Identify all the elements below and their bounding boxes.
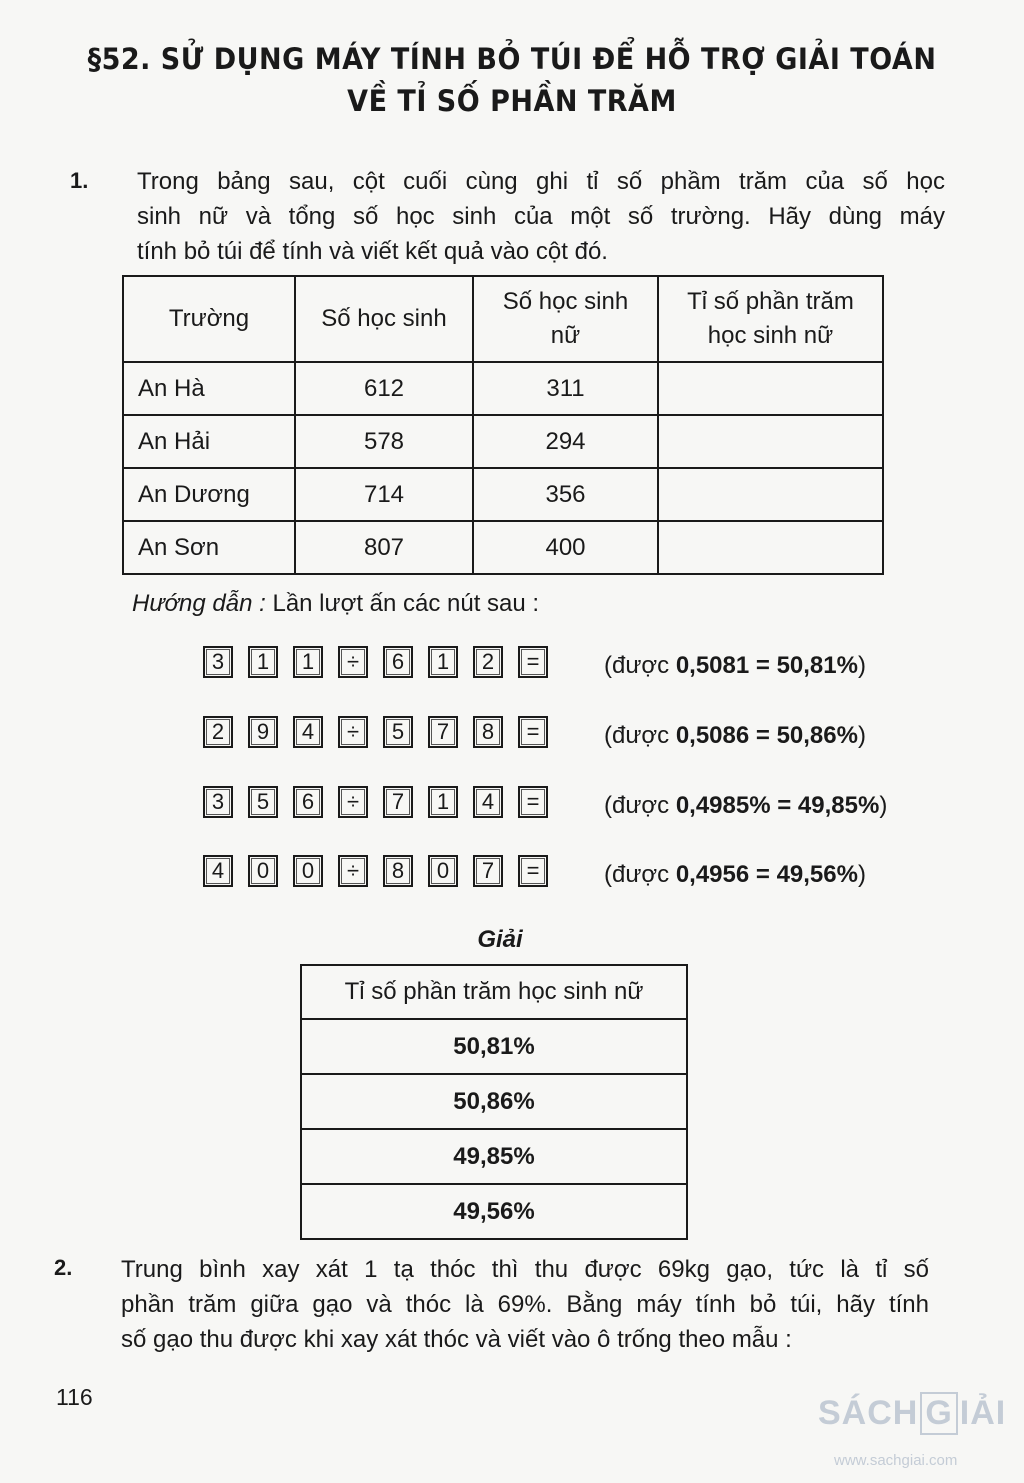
calculator-key	[518, 646, 548, 678]
school-total: 807	[295, 521, 473, 574]
table-row	[301, 1184, 687, 1239]
header-ratio-text: Tỉ số phần trăm	[687, 288, 854, 315]
table-row	[301, 1129, 687, 1184]
calculator-key-label: 0	[296, 858, 320, 884]
school-female: 356	[473, 468, 658, 521]
result-suffix: )	[857, 722, 866, 749]
school-name: An Dương	[123, 468, 295, 521]
header-school-text: Trường	[168, 305, 250, 332]
key-row-result	[604, 792, 887, 820]
section-title-line-1: §52. SỬ DỤNG MÁY TÍNH BỎ TÚI ĐỂ HỖ TRỢ GIẢI TOÁN	[87, 42, 937, 77]
calculator-key-label: 7	[386, 789, 410, 815]
result-value: 0,5081 = 50,81%	[675, 652, 858, 679]
calculator-key-label: =	[521, 858, 545, 884]
result-value: 0,5086 = 50,86%	[675, 722, 858, 749]
header-school	[123, 276, 295, 362]
calculator-key-row	[203, 716, 563, 748]
calculator-key	[518, 716, 548, 748]
watermark-url: www.sachgiai.com	[834, 1452, 958, 1469]
calculator-key-label: 9	[251, 719, 275, 745]
school-ratio	[658, 415, 883, 468]
calculator-key-label: 1	[431, 649, 455, 675]
table-row	[301, 1019, 687, 1074]
calculator-key-row	[203, 646, 563, 678]
calculator-key	[203, 646, 233, 678]
school-ratio	[658, 468, 883, 521]
school-total: 612	[295, 362, 473, 415]
section-title-line-2: VỀ TỈ SỐ PHẦN TRĂM	[347, 84, 677, 119]
problem-2-line: phần trăm giữa gạo và thóc là 69%. Bằng máy tính bỏ túi, hãy tính	[121, 1291, 929, 1318]
solution-value: 50,86%	[301, 1074, 687, 1129]
table-row	[123, 362, 883, 415]
calculator-key	[293, 646, 323, 678]
calculator-key-label: 5	[251, 789, 275, 815]
calculator-key-label: 6	[296, 789, 320, 815]
problem-2-line: Trung bình xay xát 1 tạ thóc thì thu được 69kg gạo, tức là tỉ số	[121, 1256, 929, 1283]
table-row	[123, 468, 883, 521]
guide-text	[132, 590, 539, 618]
calculator-key	[518, 855, 548, 887]
result-prefix: (được	[604, 861, 676, 888]
header-female-text: nữ	[550, 322, 581, 349]
page-number: 116	[56, 1384, 93, 1410]
problem-1-line: Trong bảng sau, cột cuối cùng ghi tỉ số phầm trăm của số học	[137, 168, 945, 195]
calculator-key	[338, 646, 368, 678]
calculator-key-label: =	[521, 719, 545, 745]
calculator-key-label: 4	[476, 789, 500, 815]
solution-value: 49,56%	[301, 1184, 687, 1239]
calculator-key	[293, 786, 323, 818]
calculator-key	[383, 855, 413, 887]
calculator-key	[338, 786, 368, 818]
school-female: 294	[473, 415, 658, 468]
calculator-key	[473, 646, 503, 678]
table-row	[301, 1074, 687, 1129]
guide-body: Lần lượt ấn các nút sau :	[265, 590, 540, 617]
problem-2-number: 2.	[54, 1255, 73, 1280]
header-female	[473, 276, 658, 362]
calculator-key-label: ÷	[341, 719, 365, 745]
solution-table	[300, 964, 688, 1240]
solution-value: 49,85%	[301, 1129, 687, 1184]
calculator-key	[473, 716, 503, 748]
table-row	[123, 415, 883, 468]
school-total: 578	[295, 415, 473, 468]
problem-1-text	[137, 164, 945, 269]
calculator-key	[428, 786, 458, 818]
calculator-key	[248, 786, 278, 818]
calculator-key	[293, 855, 323, 887]
header-ratio	[658, 276, 883, 362]
guide-label: Hướng dẫn :	[132, 590, 266, 617]
calculator-key	[518, 786, 548, 818]
calculator-key-label: ÷	[341, 789, 365, 815]
calculator-key-label: 6	[386, 649, 410, 675]
calculator-key	[428, 855, 458, 887]
calculator-key	[248, 716, 278, 748]
header-total-text: Số học sinh	[321, 305, 447, 332]
calculator-key-label: 0	[251, 858, 275, 884]
watermark-logo	[818, 1392, 1006, 1435]
calculator-key	[203, 786, 233, 818]
table-row	[123, 521, 883, 574]
school-total: 714	[295, 468, 473, 521]
result-prefix: (được	[604, 652, 676, 679]
result-prefix: (được	[604, 722, 676, 749]
problem-2-text	[121, 1252, 929, 1357]
calculator-key	[203, 716, 233, 748]
calculator-key-label: ÷	[341, 649, 365, 675]
calculator-key-label: 3	[206, 649, 230, 675]
calculator-key-label: 1	[251, 649, 275, 675]
header-female-text: Số học sinh	[502, 288, 629, 315]
calculator-key	[293, 716, 323, 748]
watermark-text: IẢI	[959, 1394, 1007, 1432]
calculator-key	[473, 855, 503, 887]
solution-header: Tỉ số phần trăm học sinh nữ	[301, 965, 687, 1019]
calculator-key-label: 8	[386, 858, 410, 884]
calculator-key-label: =	[521, 649, 545, 675]
calculator-key-label: 3	[206, 789, 230, 815]
problem-1-number: 1.	[70, 168, 89, 193]
school-name: An Hà	[123, 362, 295, 415]
key-row-result	[604, 722, 866, 750]
result-suffix: )	[879, 792, 888, 819]
calculator-key-label: ÷	[341, 858, 365, 884]
calculator-key	[248, 855, 278, 887]
result-suffix: )	[857, 652, 866, 679]
solution-label: Giải	[477, 926, 523, 953]
calculator-key-label: 4	[206, 858, 230, 884]
key-row-result	[604, 652, 866, 680]
calculator-key	[383, 716, 413, 748]
watermark-text: SÁCH	[818, 1394, 919, 1432]
problem-2-line: số gạo thu được khi xay xát thóc và viết vào ô trống theo mẫu :	[121, 1326, 792, 1353]
problem-1-line: sinh nữ và tổng số học sinh của một số trường. Hãy dùng máy	[137, 203, 945, 230]
calculator-key	[383, 646, 413, 678]
solution-value: 50,81%	[301, 1019, 687, 1074]
calculator-key	[473, 786, 503, 818]
school-female: 400	[473, 521, 658, 574]
calculator-key-label: 1	[431, 789, 455, 815]
calculator-key-row	[203, 786, 563, 818]
calculator-key-label: 8	[476, 719, 500, 745]
result-value: 0,4956 = 49,56%	[675, 861, 858, 888]
school-ratio	[658, 521, 883, 574]
calculator-key-label: 2	[476, 649, 500, 675]
schools-table-header	[123, 276, 883, 362]
calculator-key-label: 7	[476, 858, 500, 884]
calculator-key-label: =	[521, 789, 545, 815]
calculator-key	[428, 716, 458, 748]
school-ratio	[658, 362, 883, 415]
calculator-key-label: 5	[386, 719, 410, 745]
calculator-key	[203, 855, 233, 887]
calculator-key-label: 1	[296, 649, 320, 675]
header-ratio-text: học sinh nữ	[707, 322, 834, 349]
calculator-key	[383, 786, 413, 818]
school-female: 311	[473, 362, 658, 415]
result-suffix: )	[857, 861, 866, 888]
calculator-key-row	[203, 855, 563, 887]
school-name: An Sơn	[123, 521, 295, 574]
calculator-key-label: 4	[296, 719, 320, 745]
calculator-key-label: 2	[206, 719, 230, 745]
calculator-key-label: 0	[431, 858, 455, 884]
result-prefix: (được	[604, 792, 676, 819]
calculator-key	[428, 646, 458, 678]
schools-table	[122, 275, 884, 575]
calculator-key	[248, 646, 278, 678]
header-total	[295, 276, 473, 362]
key-row-result	[604, 861, 866, 889]
calculator-key	[338, 716, 368, 748]
calculator-key-label: 7	[431, 719, 455, 745]
watermark-text: G	[920, 1392, 957, 1435]
school-name: An Hải	[123, 415, 295, 468]
calculator-key	[338, 855, 368, 887]
problem-1-line: tính bỏ túi để tính và viết kết quả vào cột đó.	[137, 238, 608, 265]
result-value: 0,4985% = 49,85%	[675, 792, 880, 819]
